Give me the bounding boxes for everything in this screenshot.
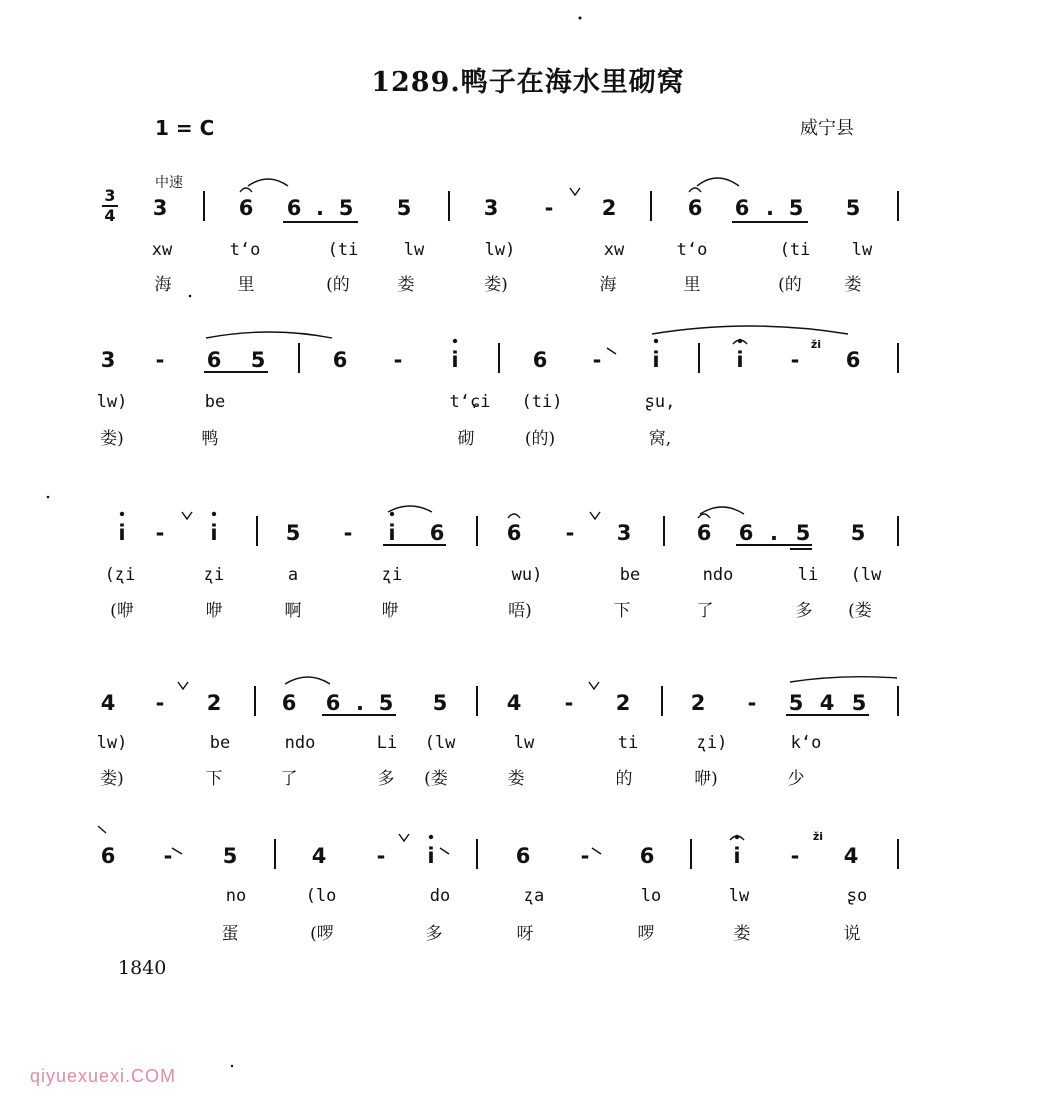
note: 5	[250, 348, 266, 372]
lyric-hanzi: (的	[326, 275, 350, 295]
note: 5	[396, 196, 412, 220]
note-high: i	[451, 348, 459, 372]
note: 6	[238, 196, 254, 220]
lyric-hanzi: 娄)	[100, 429, 124, 449]
dash: -	[393, 348, 403, 372]
grace-note: ži	[812, 830, 824, 843]
lyric-pinyin: lw)	[96, 392, 128, 412]
note: 6	[281, 691, 297, 715]
dash: -	[343, 521, 353, 545]
lyric-hanzi: 多	[377, 769, 395, 789]
note: 6	[206, 348, 222, 372]
octave-dot	[735, 835, 739, 839]
lyric-hanzi: 啰	[637, 924, 655, 944]
note: 6	[429, 521, 445, 545]
lyric-pinyin: xw	[603, 240, 625, 260]
lyric-hanzi: 的	[615, 769, 633, 789]
dash: -	[163, 844, 173, 868]
note: 5	[850, 521, 866, 545]
note: 6	[734, 196, 750, 220]
note: 6	[100, 844, 116, 868]
lyric-pinyin: (ti)	[521, 392, 563, 412]
note: 5	[795, 521, 811, 545]
breath-mark	[178, 682, 188, 689]
note: 5	[222, 844, 238, 868]
dash: -	[155, 348, 165, 372]
dash: -	[747, 691, 757, 715]
breath-mark	[182, 512, 192, 519]
note-high: i	[733, 844, 741, 868]
lyric-hanzi: 少	[787, 769, 805, 789]
lyric-pinyin: lw)	[484, 240, 516, 260]
slur	[285, 677, 330, 684]
slur	[700, 507, 744, 514]
lyric-hanzi: 娄	[507, 769, 525, 789]
note: 5	[845, 196, 861, 220]
lyric-hanzi: (的	[778, 275, 802, 295]
lyric-hanzi: 娄	[733, 924, 751, 944]
breath-mark	[590, 512, 600, 519]
glide-mark	[440, 848, 449, 854]
octave-dot	[390, 512, 394, 516]
lyric-hanzi: 窝,	[648, 429, 672, 449]
glide-mark	[592, 848, 601, 854]
lyric-hanzi: 蛋	[221, 924, 239, 944]
slur	[248, 179, 288, 186]
lyric-pinyin: ʐi	[381, 565, 403, 585]
note-high: i	[427, 844, 435, 868]
breath-mark	[399, 834, 409, 841]
slur	[790, 677, 897, 682]
lyric-pinyin: ʂo	[846, 886, 868, 906]
note: 6	[506, 521, 522, 545]
lyric-pinyin: Li	[376, 733, 398, 753]
note-dot: .	[766, 196, 774, 220]
lyric-hanzi: 砌	[457, 429, 475, 449]
lyric-pinyin: be	[204, 392, 226, 412]
octave-dot	[453, 339, 457, 343]
octave-dot	[120, 512, 124, 516]
note: 4	[506, 691, 522, 715]
note: 6	[532, 348, 548, 372]
grace-note: ži	[810, 338, 822, 351]
lyric-hanzi: 海	[599, 275, 617, 295]
note: 4	[100, 691, 116, 715]
lyric-pinyin: lw)	[96, 733, 128, 753]
slur	[652, 326, 848, 334]
note: 6	[696, 521, 712, 545]
dash: -	[155, 691, 165, 715]
lyric-hanzi: 娄	[397, 275, 415, 295]
time-signature-top: 3	[104, 186, 116, 205]
note-high: i	[118, 521, 126, 545]
lyric-pinyin: a	[287, 565, 299, 585]
lyric-pinyin: ndo	[702, 565, 734, 585]
lyric-hanzi: (啰	[310, 924, 334, 944]
dash: -	[155, 521, 165, 545]
note: 4	[843, 844, 859, 868]
lyric-pinyin: be	[209, 733, 231, 753]
note: 6	[738, 521, 754, 545]
lyric-pinyin: ʐi	[203, 565, 225, 585]
note: 6	[639, 844, 655, 868]
lyric-pinyin: ndo	[284, 733, 316, 753]
lyric-hanzi: (咿	[110, 601, 134, 621]
page-number: 1840	[118, 957, 167, 979]
breath-mark	[589, 682, 599, 689]
lyric-hanzi: 里	[237, 275, 255, 295]
lyric-hanzi: 多	[425, 924, 443, 944]
lyric-pinyin: do	[429, 886, 451, 906]
lyric-pinyin: no	[225, 886, 247, 906]
lyric-hanzi: (娄	[424, 769, 448, 789]
lyric-pinyin: be	[619, 565, 641, 585]
dash: -	[565, 521, 575, 545]
lyric-hanzi: 啊	[284, 601, 302, 621]
octave-dot	[429, 835, 433, 839]
lyric-hanzi: 下	[613, 601, 631, 621]
lyric-hanzi: 咿)	[694, 769, 718, 789]
note: 2	[206, 691, 222, 715]
region-label: 威宁县	[800, 118, 854, 139]
song-title: 1289.鸭子在海水里砌窝	[371, 67, 685, 98]
note: 5	[851, 691, 867, 715]
note: 6	[325, 691, 341, 715]
fermata	[508, 514, 520, 518]
time-signature-bottom: 4	[104, 206, 116, 225]
slur	[697, 178, 739, 186]
lyric-hanzi: 唔)	[508, 601, 532, 621]
note: 6	[687, 196, 703, 220]
note-dot: .	[770, 521, 778, 545]
lyric-pinyin: ʐi)	[696, 733, 728, 753]
note-dot: .	[356, 691, 364, 715]
note: 4	[311, 844, 327, 868]
fermata	[689, 188, 701, 192]
lyric-pinyin: ʐa	[523, 886, 545, 906]
lyric-pinyin: lw	[513, 733, 535, 753]
glide-mark	[607, 348, 616, 354]
note: 5	[285, 521, 301, 545]
note: 6	[845, 348, 861, 372]
lyric-hanzi: 多	[795, 601, 813, 621]
lyric-pinyin: ʂu,	[644, 392, 676, 412]
note: 6	[515, 844, 531, 868]
note: 5	[378, 691, 394, 715]
lyric-hanzi: 鸭	[201, 429, 219, 449]
watermark: qiyuexuexi.COM	[30, 1066, 177, 1086]
dash: -	[790, 348, 800, 372]
lyric-pinyin: (ti	[779, 240, 811, 260]
note-dot: .	[316, 196, 324, 220]
lyric-pinyin: (ʐi	[104, 565, 136, 585]
note-high: i	[736, 348, 744, 372]
note: 2	[601, 196, 617, 220]
note-high: i	[652, 348, 660, 372]
dash: -	[580, 844, 590, 868]
lyric-pinyin: t‘ɕi	[449, 392, 491, 412]
note: 5	[788, 196, 804, 220]
tempo-marking: 中速	[155, 175, 183, 191]
note: 3	[483, 196, 499, 220]
dash: -	[544, 196, 554, 220]
lyric-hanzi: 里	[683, 275, 701, 295]
fermata	[240, 188, 252, 192]
lyric-hanzi: 咿	[205, 601, 223, 621]
octave-dot	[212, 512, 216, 516]
lyric-hanzi: 下	[205, 769, 223, 789]
lyric-pinyin: lw	[728, 886, 750, 906]
dash: -	[376, 844, 386, 868]
lyric-pinyin: lw	[851, 240, 873, 260]
glide-mark	[172, 848, 182, 854]
lyric-hanzi: (娄	[848, 601, 872, 621]
lyric-pinyin: ti	[617, 733, 639, 753]
lyric-pinyin: lw	[403, 240, 425, 260]
dash: -	[564, 691, 574, 715]
slur	[388, 506, 432, 512]
dash: -	[790, 844, 800, 868]
octave-dot	[738, 339, 742, 343]
slur	[206, 332, 332, 338]
lyric-hanzi: 娄)	[100, 769, 124, 789]
lyric-pinyin: (lw	[850, 565, 882, 585]
lyric-pinyin: lo	[640, 886, 662, 906]
glide-mark	[98, 826, 106, 833]
lyric-pinyin: t‘o	[676, 240, 708, 260]
lyric-hanzi: 了	[280, 769, 298, 789]
note-high: i	[388, 521, 396, 545]
lyric-pinyin: t‘o	[229, 240, 261, 260]
lyric-pinyin: wu)	[511, 565, 543, 585]
lyric-hanzi: 海	[154, 275, 172, 295]
lyric-pinyin: k‘o	[790, 733, 822, 753]
lyric-hanzi: 呀	[516, 924, 534, 944]
breath-mark	[570, 188, 580, 195]
note-high: i	[210, 521, 218, 545]
note: 6	[332, 348, 348, 372]
lyric-hanzi: 娄)	[484, 275, 508, 295]
fermata	[698, 514, 710, 518]
lyric-hanzi: (的)	[524, 429, 556, 449]
lyric-pinyin: (ti	[327, 240, 359, 260]
lyric-hanzi: 娄	[844, 275, 862, 295]
note: 4	[819, 691, 835, 715]
note: 6	[286, 196, 302, 220]
note: 2	[615, 691, 631, 715]
note: 5	[788, 691, 804, 715]
note: 3	[152, 196, 168, 220]
lyric-hanzi: 咿	[381, 601, 399, 621]
note: 2	[690, 691, 706, 715]
note: 5	[432, 691, 448, 715]
lyric-hanzi: 了	[696, 601, 714, 621]
lyric-pinyin: (lw	[424, 733, 456, 753]
lyric-pinyin: xw	[151, 240, 173, 260]
lyric-hanzi: 说	[843, 924, 861, 944]
note: 3	[616, 521, 632, 545]
lyric-pinyin: li	[797, 565, 819, 585]
note: 5	[338, 196, 354, 220]
dash: -	[592, 348, 602, 372]
octave-dot	[654, 339, 658, 343]
note: 3	[100, 348, 116, 372]
key-signature: 1 = C	[155, 116, 215, 140]
lyric-pinyin: (lo	[305, 886, 337, 906]
